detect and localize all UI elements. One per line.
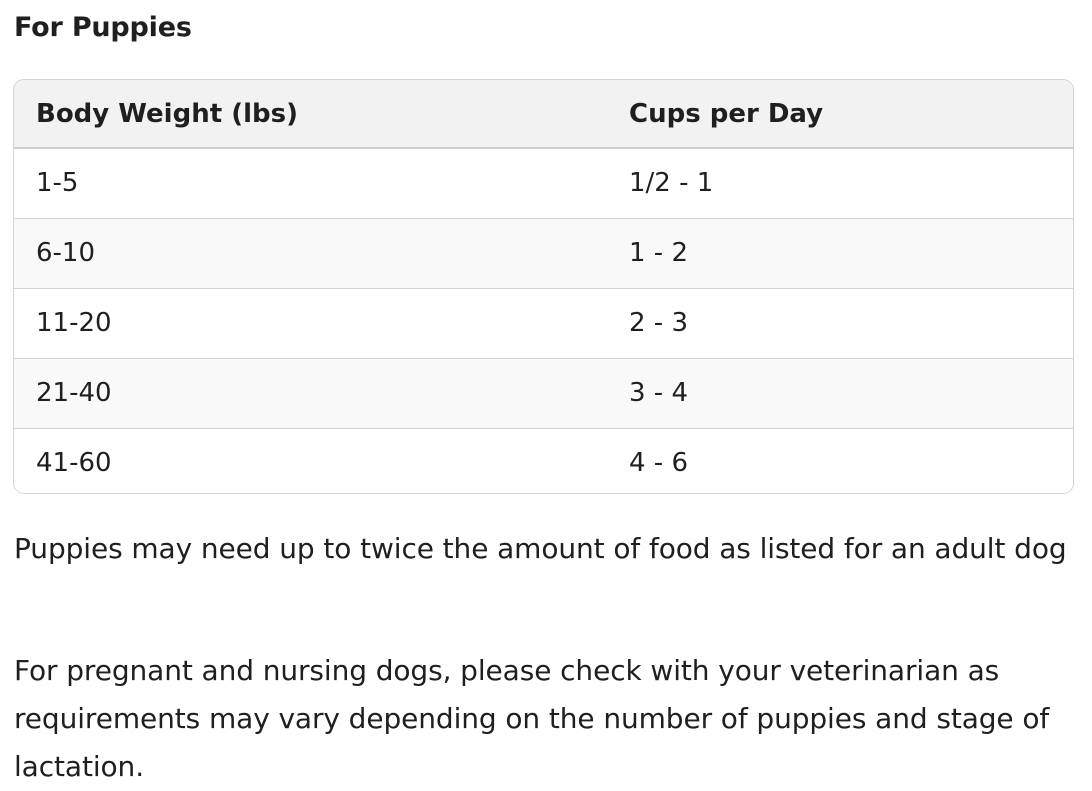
cups-per-day-cell: 4 - 6	[607, 428, 1073, 494]
cups-per-day-cell: 3 - 4	[607, 358, 1073, 428]
body-weight-cell: 11-20	[14, 288, 607, 358]
table-header-row	[14, 80, 1073, 148]
table-row	[14, 288, 1073, 358]
table-row	[14, 148, 1073, 218]
column-header-body-weight: Body Weight (lbs)	[14, 80, 607, 148]
puppies-note: Puppies may need up to twice the amount of food as listed for an adult dog	[14, 532, 1067, 565]
cups-per-day-cell: 1 - 2	[607, 218, 1073, 288]
body-weight-cell: 41-60	[14, 428, 607, 494]
table-row	[14, 358, 1073, 428]
body-weight-cell: 1-5	[36, 168, 79, 199]
section-heading: For Puppies	[14, 12, 192, 43]
cups-per-day-cell: 2 - 3	[607, 288, 1073, 358]
cups-per-day-cell: 1/2 - 1	[629, 168, 714, 199]
table-row	[14, 428, 1073, 494]
column-header-cups-per-day: Cups per Day	[607, 80, 1073, 148]
feeding-table	[13, 79, 1074, 494]
body-weight-cell: 21-40	[14, 358, 607, 428]
body-weight-cell: 6-10	[14, 218, 607, 288]
table-row	[14, 218, 1073, 288]
pregnant-nursing-note: For pregnant and nursing dogs, please check with your veterinarian as requirements may vary depending on the number of puppies and stage of lactation.	[14, 654, 1050, 783]
